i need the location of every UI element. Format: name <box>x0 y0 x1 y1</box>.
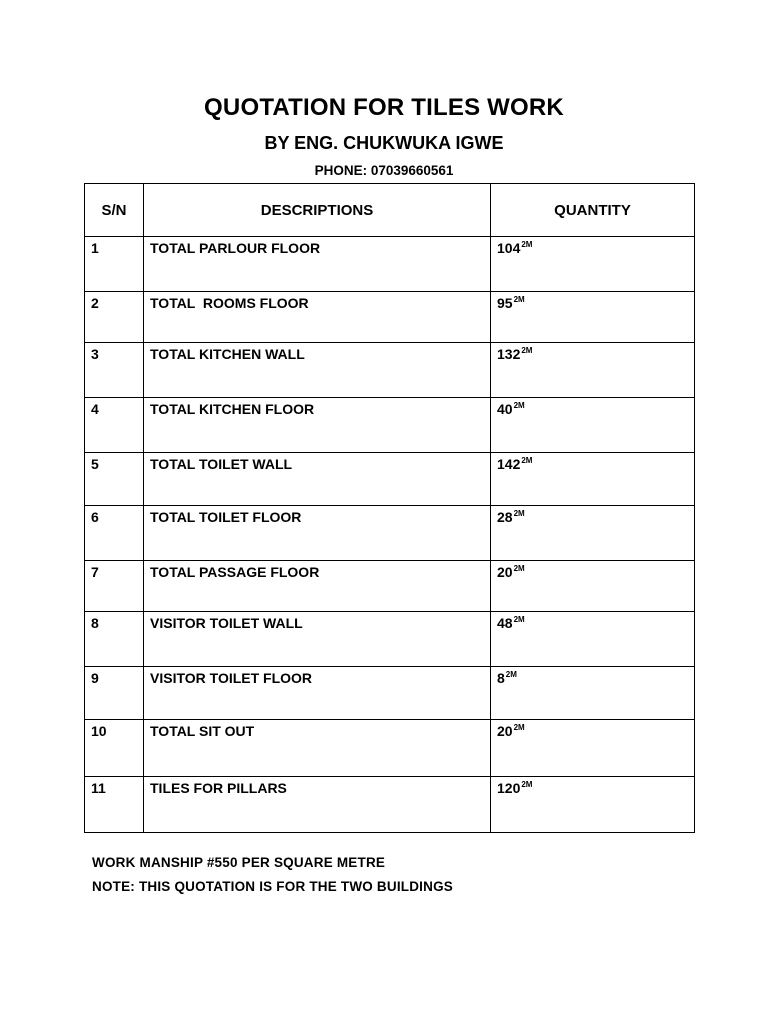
row-description: TOTAL SIT OUT <box>150 723 255 739</box>
table-header-row <box>85 184 695 237</box>
row-quantity <box>491 561 694 580</box>
table-row <box>85 398 695 453</box>
row-sn: 6 <box>91 509 99 525</box>
row-quantity <box>491 292 694 311</box>
row-description-cell <box>144 292 491 343</box>
row-description-cell <box>144 561 491 612</box>
row-sn: 5 <box>91 456 99 472</box>
quantity-unit: 2M <box>513 401 525 410</box>
header-sn: S/N <box>85 184 144 237</box>
row-description: TILES FOR PILLARS <box>150 780 287 796</box>
row-sn-cell <box>85 777 144 833</box>
row-description-cell <box>144 237 491 292</box>
row-sn-cell <box>85 453 144 506</box>
table-row <box>85 612 695 667</box>
row-sn: 3 <box>91 346 99 362</box>
row-quantity-cell <box>491 453 695 506</box>
row-quantity <box>491 612 694 631</box>
row-description: TOTAL KITCHEN FLOOR <box>150 401 315 417</box>
quotation-table <box>84 183 695 833</box>
row-quantity <box>491 720 694 739</box>
quantity-unit: 2M <box>521 240 533 249</box>
row-description-cell <box>144 612 491 667</box>
row-description: TOTAL PARLOUR FLOOR <box>150 240 321 256</box>
row-description: TOTAL KITCHEN WALL <box>150 346 305 362</box>
row-sn-cell <box>85 506 144 561</box>
row-quantity <box>491 453 694 472</box>
row-quantity-cell <box>491 777 695 833</box>
table-row <box>85 561 695 612</box>
row-sn-cell <box>85 667 144 720</box>
row-quantity-cell <box>491 561 695 612</box>
table-body <box>85 237 695 833</box>
row-sn: 1 <box>91 240 99 256</box>
row-quantity-cell <box>491 506 695 561</box>
row-sn-cell <box>85 612 144 667</box>
row-quantity <box>491 506 694 525</box>
row-quantity <box>491 343 694 362</box>
quantity-value: 120 <box>497 780 521 796</box>
row-sn: 8 <box>91 615 99 631</box>
document-phone: PHONE: 07039660561 <box>314 163 454 178</box>
buildings-note: NOTE: THIS QUOTATION IS FOR THE TWO BUILDINGS <box>92 879 453 894</box>
quantity-value: 20 <box>497 723 513 739</box>
row-description: VISITOR TOILET WALL <box>150 615 303 631</box>
row-sn-cell <box>85 237 144 292</box>
row-quantity-cell <box>491 612 695 667</box>
quantity-value: 28 <box>497 509 513 525</box>
row-description-cell <box>144 453 491 506</box>
row-sn-cell <box>85 398 144 453</box>
row-sn: 9 <box>91 670 99 686</box>
row-description: TOTAL TOILET FLOOR <box>150 509 302 525</box>
row-quantity-cell <box>491 237 695 292</box>
quantity-value: 132 <box>497 346 521 362</box>
row-description-cell <box>144 343 491 398</box>
row-description: VISITOR TOILET FLOOR <box>150 670 313 686</box>
row-sn-cell <box>85 343 144 398</box>
row-description-cell <box>144 667 491 720</box>
row-sn: 10 <box>91 723 107 739</box>
header-quantity: QUANTITY <box>491 184 695 237</box>
row-quantity-cell <box>491 720 695 777</box>
row-sn: 11 <box>91 780 106 796</box>
row-sn-cell <box>85 292 144 343</box>
quantity-unit: 2M <box>521 780 533 789</box>
quantity-unit: 2M <box>513 615 525 624</box>
row-sn-cell <box>85 720 144 777</box>
row-description-cell <box>144 398 491 453</box>
quantity-value: 48 <box>497 615 513 631</box>
table-row <box>85 292 695 343</box>
quantity-unit: 2M <box>513 564 525 573</box>
row-quantity <box>491 667 694 686</box>
row-quantity <box>491 237 694 256</box>
row-description-cell <box>144 777 491 833</box>
workmanship-note: WORK MANSHIP #550 PER SQUARE METRE <box>92 855 386 870</box>
table-row <box>85 667 695 720</box>
row-sn: 2 <box>91 295 99 311</box>
row-quantity-cell <box>491 398 695 453</box>
table-row <box>85 506 695 561</box>
quantity-unit: 2M <box>513 295 525 304</box>
table-row <box>85 343 695 398</box>
table-row <box>85 453 695 506</box>
row-description-cell <box>144 506 491 561</box>
quantity-value: 20 <box>497 564 513 580</box>
quantity-unit: 2M <box>521 456 533 465</box>
row-quantity-cell <box>491 667 695 720</box>
row-quantity <box>491 777 694 796</box>
row-description-cell <box>144 720 491 777</box>
document-title: QUOTATION FOR TILES WORK <box>204 94 564 121</box>
quantity-unit: 2M <box>513 723 525 732</box>
quantity-value: 40 <box>497 401 513 417</box>
row-description: TOTAL TOILET WALL <box>150 456 293 472</box>
row-sn-cell <box>85 561 144 612</box>
document-author: BY ENG. CHUKWUKA IGWE <box>264 133 504 153</box>
quantity-unit: 2M <box>513 509 525 518</box>
quantity-unit: 2M <box>521 346 533 355</box>
quantity-value: 142 <box>497 456 521 472</box>
quantity-value: 104 <box>497 240 521 256</box>
quantity-unit: 2M <box>505 670 517 679</box>
header-descriptions: DESCRIPTIONS <box>144 184 491 237</box>
table-row <box>85 777 695 833</box>
table-row <box>85 720 695 777</box>
row-description: TOTAL PASSAGE FLOOR <box>150 564 320 580</box>
row-sn: 4 <box>91 401 99 417</box>
row-quantity-cell <box>491 292 695 343</box>
quantity-value: 95 <box>497 295 513 311</box>
row-quantity <box>491 398 694 417</box>
row-description: TOTAL ROOMS FLOOR <box>150 295 309 311</box>
quantity-value: 8 <box>497 670 505 686</box>
table-row <box>85 237 695 292</box>
row-quantity-cell <box>491 343 695 398</box>
row-sn: 7 <box>91 564 99 580</box>
